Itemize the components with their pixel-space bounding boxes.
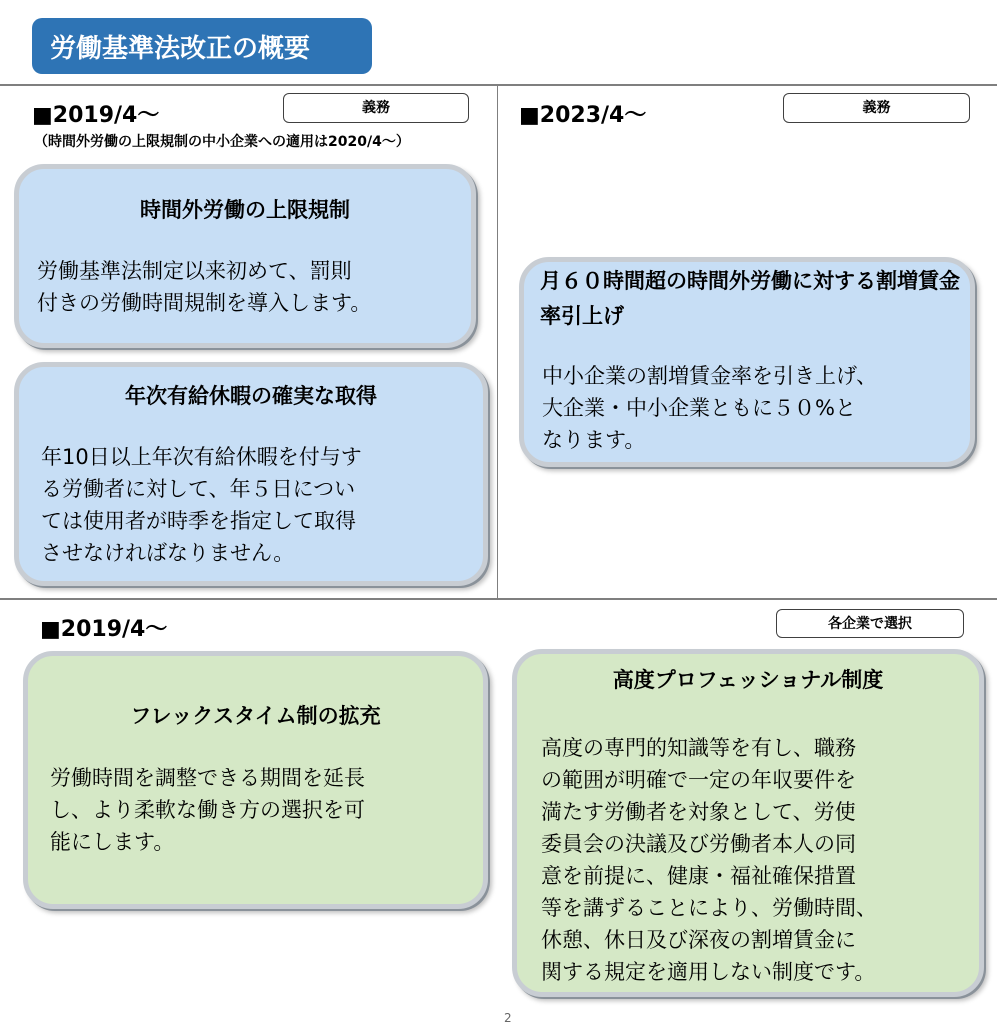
paid-leave-title: 年次有給休暇の確実な取得 [125,384,377,408]
section-note: （時間外労働の上限規制の中小企業への適用は2020/4〜） [34,134,410,150]
obligation-badge-left: 義務 [283,93,469,123]
obligation-badge-right: 義務 [783,93,970,123]
flextime-card [23,651,488,909]
middle-vertical-divider [497,85,498,599]
high-professional-card [512,649,984,997]
top-divider [0,84,997,86]
section-date-2019-bottom: ■2019/4〜 [40,617,168,642]
premium-rate-body: 中小企業の割増賃金率を引き上げ、 大企業・中小企業ともに５０%と なります。 [542,364,878,452]
page-number: 2 [504,1011,512,1025]
overtime-limit-card [14,164,476,348]
premium-rate-card [519,257,975,467]
high-professional-body: 高度の専門的知識等を有し、職務 の範囲が明確で一定の年収要件を 満たす労働者を対象として、労使 委員会の決議及び労働者本人の同 意を前提に、健康・福祉確保措置 等を講ずることにより、労働時間、 休憩、休日及び深夜の割増賃金に 関する規定を適用しない制度です。 [541,736,877,984]
page-title: 労働基準法改正の概要 [32,18,372,74]
high-professional-title: 高度プロフェッショナル制度 [612,668,884,692]
section-date-2019-top: ■2019/4〜 [32,103,160,128]
overtime-limit-body: 労働基準法制定以来初めて、罰則 付きの労働時間規制を導入します。 [37,259,372,315]
optional-badge: 各企業で選択 [776,609,964,638]
section-date-2023: ■2023/4〜 [519,103,647,128]
premium-rate-title: 月６０時間超の時間外労働に対する割増賃金率引上げ [540,269,960,328]
flextime-title: フレックスタイム制の拡充 [130,704,381,728]
flextime-body: 労働時間を調整できる期間を延長 し、より柔軟な働き方の選択を可 能にします。 [50,766,365,854]
paid-leave-body: 年10日以上年次有給休暇を付与す る労働者に対して、年５日につい ては使用者が時季を指定して取得 させなければなりません。 [41,445,362,565]
overtime-limit-title: 時間外労働の上限規制 [140,198,350,222]
bottom-divider [0,598,997,600]
paid-leave-card [14,362,488,586]
